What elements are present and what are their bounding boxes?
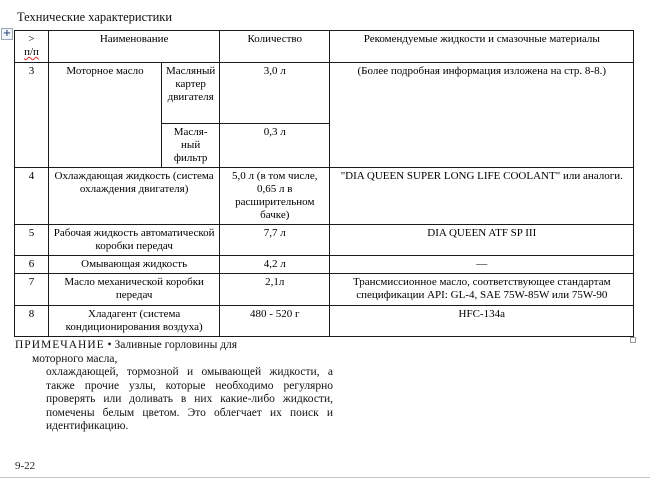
header-num-symbol: > <box>28 33 35 45</box>
row4-fluids: "DIA QUEEN SUPER LONG LIFE COOLANT" или аналоги. <box>330 168 634 225</box>
row6-num: 6 <box>15 256 49 274</box>
row5-fluids: DIA QUEEN ATF SP III <box>330 225 634 256</box>
section-title: Технические характеристики <box>17 10 173 24</box>
note-label: ПРИМЕЧАНИЕ <box>15 339 105 351</box>
table-header-row <box>15 31 634 63</box>
table-move-handle[interactable] <box>1 28 13 40</box>
row7-name: Масло механической коробки передач <box>49 274 220 306</box>
row3-fluids: (Более подробная информация изложена на стр. 8-8.) <box>330 63 634 168</box>
header-cell-num <box>15 31 49 63</box>
row4-name: Охлаждающая жидкость (система охлаждения двигателя) <box>49 168 220 225</box>
header-num-label: п/п <box>24 46 39 58</box>
header-cell-name: Наименование <box>49 31 220 63</box>
row4-qty: 5,0 л (в том числе, 0,65 л в расширительном бачке) <box>220 168 330 225</box>
row6-qty: 4,2 л <box>220 256 330 274</box>
note-intro: • Заливные горловины для <box>104 339 238 351</box>
note-line1 <box>15 339 350 353</box>
row6-fluids: — <box>330 256 634 274</box>
row5-num: 5 <box>15 225 49 256</box>
row7-qty: 2,1л <box>220 274 330 306</box>
table-row <box>15 168 634 225</box>
note-body: охлаждающей, тормозной и омывающей жидкости, а также прочие узлы, которые необходимо регулярно проверять или доливать в них какие-либо жидкости, помечены белым цветом. Это облегчает их поиск и идентификацию. <box>46 366 333 432</box>
note-line2: моторного масла, <box>32 352 118 365</box>
row7-fluids: Трансмиссионное масло, соответствующее стандартам спецификации API: GL-4, SAE 75W-85W или 75W-90 <box>330 274 634 306</box>
row5-name: Рабочая жидкость автоматической коробки передач <box>49 225 220 256</box>
row3-num: 3 <box>15 63 49 168</box>
row5-qty: 7,7 л <box>220 225 330 256</box>
row4-num: 4 <box>15 168 49 225</box>
row8-qty: 480 - 520 г <box>220 306 330 337</box>
move-cross-icon: + <box>2 28 12 39</box>
note-block <box>15 339 350 434</box>
row8-name: Хладагент (система кондиционирования воздуха) <box>49 306 220 337</box>
table-resize-handle[interactable] <box>630 337 636 343</box>
row8-num: 8 <box>15 306 49 337</box>
row3-sub1-name: Масляный картер двигателя <box>162 63 220 124</box>
page-number: 9-22 <box>15 460 36 472</box>
row3-sub1-qty: 3,0 л <box>220 63 330 124</box>
spec-table <box>14 30 634 337</box>
row3-sub2-qty: 0,3 л <box>220 124 330 168</box>
row7-num: 7 <box>15 274 49 306</box>
table-row <box>15 306 634 337</box>
header-cell-qty: Количество <box>220 31 330 63</box>
table-row <box>15 63 634 124</box>
header-cell-fluids: Рекомендуемые жидкости и смазочные материалы <box>330 31 634 63</box>
table-row <box>15 256 634 274</box>
table-row <box>15 225 634 256</box>
bottom-divider <box>0 477 650 478</box>
row3-sub2-name: Масля-ный фильтр <box>162 124 220 168</box>
row8-fluids: HFC-134a <box>330 306 634 337</box>
table-row <box>15 274 634 306</box>
row3-name: Моторное масло <box>49 63 162 168</box>
row6-name: Омывающая жидкость <box>49 256 220 274</box>
